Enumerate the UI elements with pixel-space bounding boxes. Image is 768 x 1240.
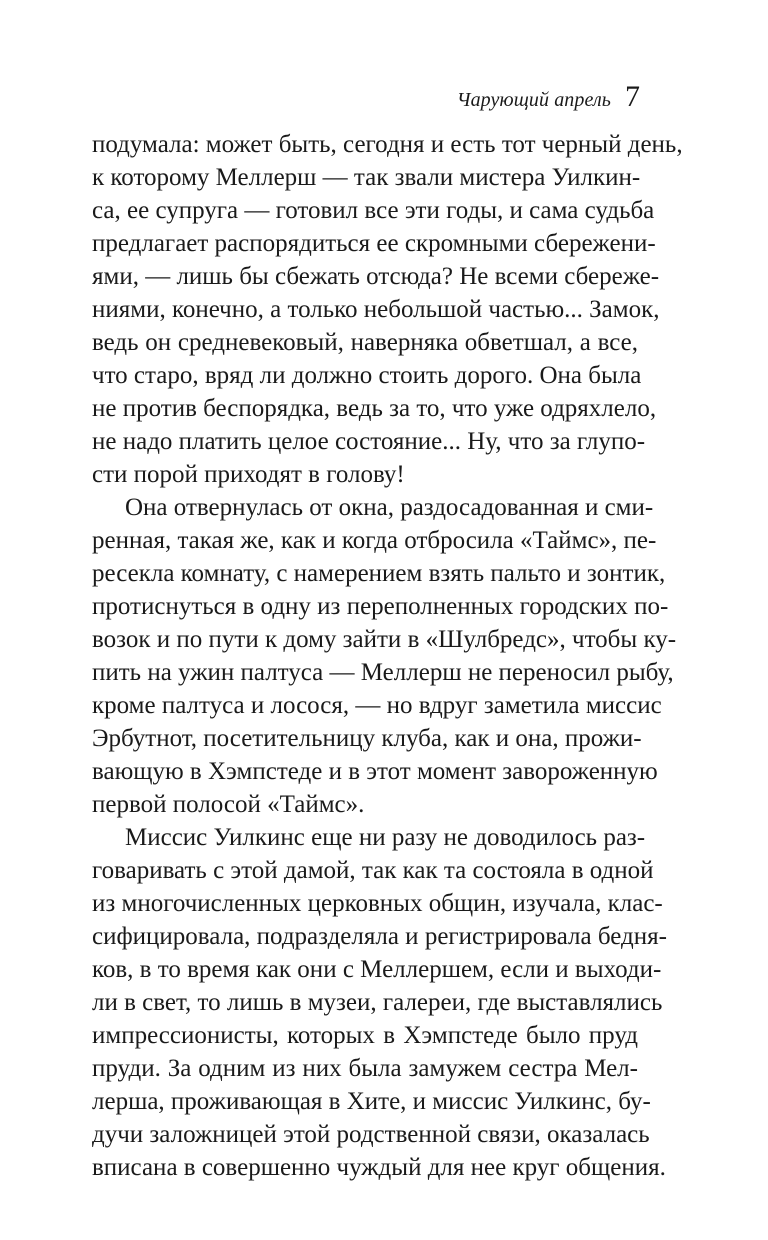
- text-line: Она отвернулась от окна, раздосадованная и сми-: [125, 494, 654, 521]
- text-line: ресекла комнату, с намерением взять пальто и зонтик,: [92, 560, 666, 587]
- text-line: Миссис Уилкинс еще ни разу не доводилось раз-: [125, 824, 646, 851]
- text-line: первой полосой «Таймс».: [92, 791, 365, 818]
- text-line: ков, в то время как они с Меллершем, если и выходи-: [92, 956, 662, 983]
- text-line: Эрбутнот, посетительницу клуба, как и она, прожи-: [92, 725, 642, 752]
- paragraph-2: [92, 491, 677, 821]
- text-line: ренная, такая же, как и когда отбросила «Таймс», пе-: [92, 527, 657, 554]
- paragraph-3: [92, 821, 667, 1184]
- page-number: 7: [625, 80, 640, 113]
- text-line: из многочисленных церковных общин, изучала, клас-: [92, 890, 663, 917]
- text-line: вписана в совершенно чуждый для нее круг общения.: [92, 1154, 666, 1181]
- text-line: пруди. За одним из них была замужем сестра Мел-: [92, 1055, 638, 1082]
- text-line: вающую в Хэмпстеде и в этот момент завороженную: [92, 758, 658, 785]
- text-line: ведь он средневековый, наверняка обветшал, а все,: [92, 329, 638, 356]
- text-line: сифицировала, подразделяла и регистрировала бедня-: [92, 923, 667, 950]
- text-line: ли в свет, то лишь в музеи, галереи, где выставлялись: [92, 989, 663, 1016]
- text-line: протиснуться в одну из переполненных городских по-: [92, 593, 669, 620]
- paragraph-1: [92, 128, 683, 491]
- text-line: импрессионисты, которых в Хэмпстеде было пруд: [92, 1022, 638, 1049]
- text-line: не надо платить целое состояние... Ну, что за глупо-: [92, 428, 646, 455]
- text-line: говаривать с этой дамой, так как та состояла в одной: [92, 857, 654, 884]
- text-line: к которому Меллерш — так звали мистера Уилкин-: [92, 164, 641, 191]
- text-line: кроме палтуса и лосося, — но вдруг заметила миссис: [92, 692, 662, 719]
- text-line: что старо, вряд ли должно стоить дорого. Она была: [92, 362, 642, 389]
- text-line: не против беспорядка, ведь за то, что уже одряхлело,: [92, 395, 657, 422]
- text-line: пить на ужин палтуса — Меллерш не переносил рыбу,: [92, 659, 674, 686]
- text-line: подумала: может быть, сегодня и есть тот черный день,: [92, 131, 683, 158]
- text-line: предлагает распорядиться ее скромными сбережени-: [92, 230, 656, 257]
- text-line: ниями, конечно, а только небольшой частью... Замок,: [92, 296, 660, 323]
- text-line: дучи заложницей этой родственной связи, оказалась: [92, 1121, 650, 1148]
- text-line: ями, — лишь бы сбежать отсюда? Не всеми сбереже-: [92, 263, 660, 290]
- running-title: Чарующий апрель: [456, 89, 611, 111]
- text-line: са, ее супруга — готовил все эти годы, и сама судьба: [92, 197, 655, 224]
- text-line: возок и по пути к дому зайти в «Шулбредс», чтобы ку-: [92, 626, 677, 653]
- text-line: лерша, проживающая в Хите, и миссис Уилкинс, бу-: [92, 1088, 651, 1115]
- text-line: сти порой приходят в голову!: [92, 461, 405, 488]
- body-text: [92, 128, 683, 1184]
- running-head: [457, 80, 640, 114]
